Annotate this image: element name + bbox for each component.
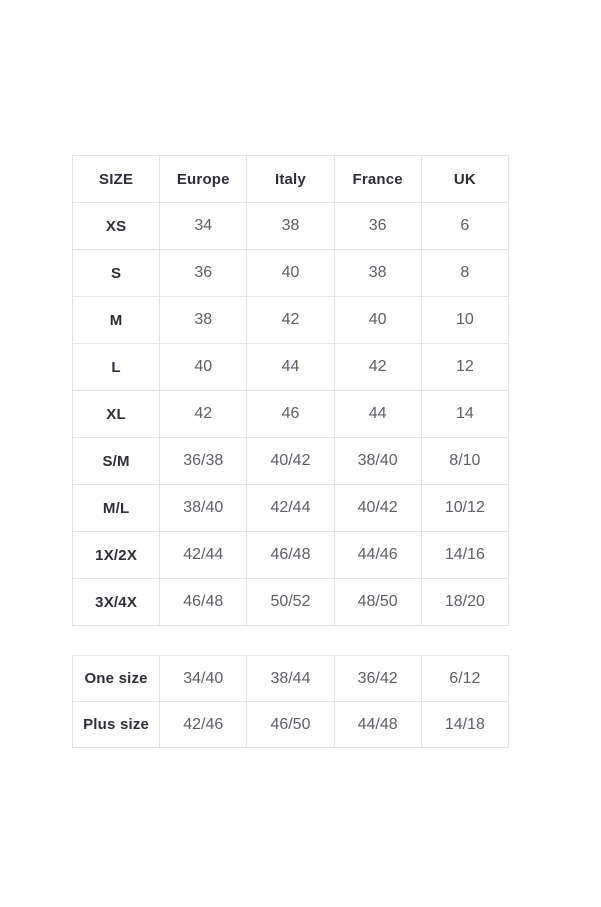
table-row-l (73, 344, 509, 391)
cell-uk: 18/20 (421, 579, 508, 626)
cell-italy: 50/52 (247, 579, 334, 626)
table-row-3x4x (73, 579, 509, 626)
cell-france: 36/42 (334, 656, 421, 702)
cell-italy: 46/50 (247, 702, 334, 748)
cell-france: 40 (334, 297, 421, 344)
cell-europe: 42 (160, 391, 247, 438)
table-row-xl (73, 391, 509, 438)
cell-france: 48/50 (334, 579, 421, 626)
cell-france: 44/46 (334, 532, 421, 579)
table-row-ml (73, 485, 509, 532)
cell-france: 38 (334, 250, 421, 297)
column-header-europe: Europe (160, 156, 247, 203)
row-label: Plus size (73, 702, 160, 748)
column-header-italy: Italy (247, 156, 334, 203)
cell-italy: 46 (247, 391, 334, 438)
cell-europe: 38/40 (160, 485, 247, 532)
row-label: XL (73, 391, 160, 438)
column-header-size: SIZE (73, 156, 160, 203)
cell-europe: 46/48 (160, 579, 247, 626)
row-label: M (73, 297, 160, 344)
cell-uk: 12 (421, 344, 508, 391)
cell-europe: 34/40 (160, 656, 247, 702)
cell-uk: 14/16 (421, 532, 508, 579)
cell-europe: 38 (160, 297, 247, 344)
cell-uk: 10/12 (421, 485, 508, 532)
cell-italy: 38/44 (247, 656, 334, 702)
table-row-sm (73, 438, 509, 485)
cell-france: 40/42 (334, 485, 421, 532)
row-label: One size (73, 656, 160, 702)
cell-france: 44 (334, 391, 421, 438)
row-label: S (73, 250, 160, 297)
table-header-row (73, 156, 509, 203)
cell-italy: 40 (247, 250, 334, 297)
cell-france: 36 (334, 203, 421, 250)
cell-france: 42 (334, 344, 421, 391)
cell-uk: 14/18 (421, 702, 508, 748)
table-row-plus-size (73, 702, 509, 748)
cell-uk: 14 (421, 391, 508, 438)
cell-uk: 10 (421, 297, 508, 344)
table-row-s (73, 250, 509, 297)
cell-italy: 44 (247, 344, 334, 391)
row-label: 3X/4X (73, 579, 160, 626)
cell-italy: 40/42 (247, 438, 334, 485)
size-conversion-table (72, 155, 509, 626)
one-size-plus-size-table (72, 655, 509, 748)
column-header-france: France (334, 156, 421, 203)
cell-europe: 36/38 (160, 438, 247, 485)
cell-europe: 42/46 (160, 702, 247, 748)
row-label: 1X/2X (73, 532, 160, 579)
cell-uk: 8 (421, 250, 508, 297)
cell-europe: 36 (160, 250, 247, 297)
table-row-m (73, 297, 509, 344)
cell-uk: 6 (421, 203, 508, 250)
cell-europe: 42/44 (160, 532, 247, 579)
table-row-1x2x (73, 532, 509, 579)
row-label: S/M (73, 438, 160, 485)
table-row-one-size (73, 656, 509, 702)
row-label: M/L (73, 485, 160, 532)
cell-europe: 40 (160, 344, 247, 391)
cell-europe: 34 (160, 203, 247, 250)
table-row-xs (73, 203, 509, 250)
column-header-uk: UK (421, 156, 508, 203)
cell-france: 44/48 (334, 702, 421, 748)
cell-uk: 6/12 (421, 656, 508, 702)
cell-italy: 42 (247, 297, 334, 344)
cell-italy: 46/48 (247, 532, 334, 579)
cell-france: 38/40 (334, 438, 421, 485)
cell-italy: 42/44 (247, 485, 334, 532)
cell-uk: 8/10 (421, 438, 508, 485)
row-label: L (73, 344, 160, 391)
row-label: XS (73, 203, 160, 250)
cell-italy: 38 (247, 203, 334, 250)
